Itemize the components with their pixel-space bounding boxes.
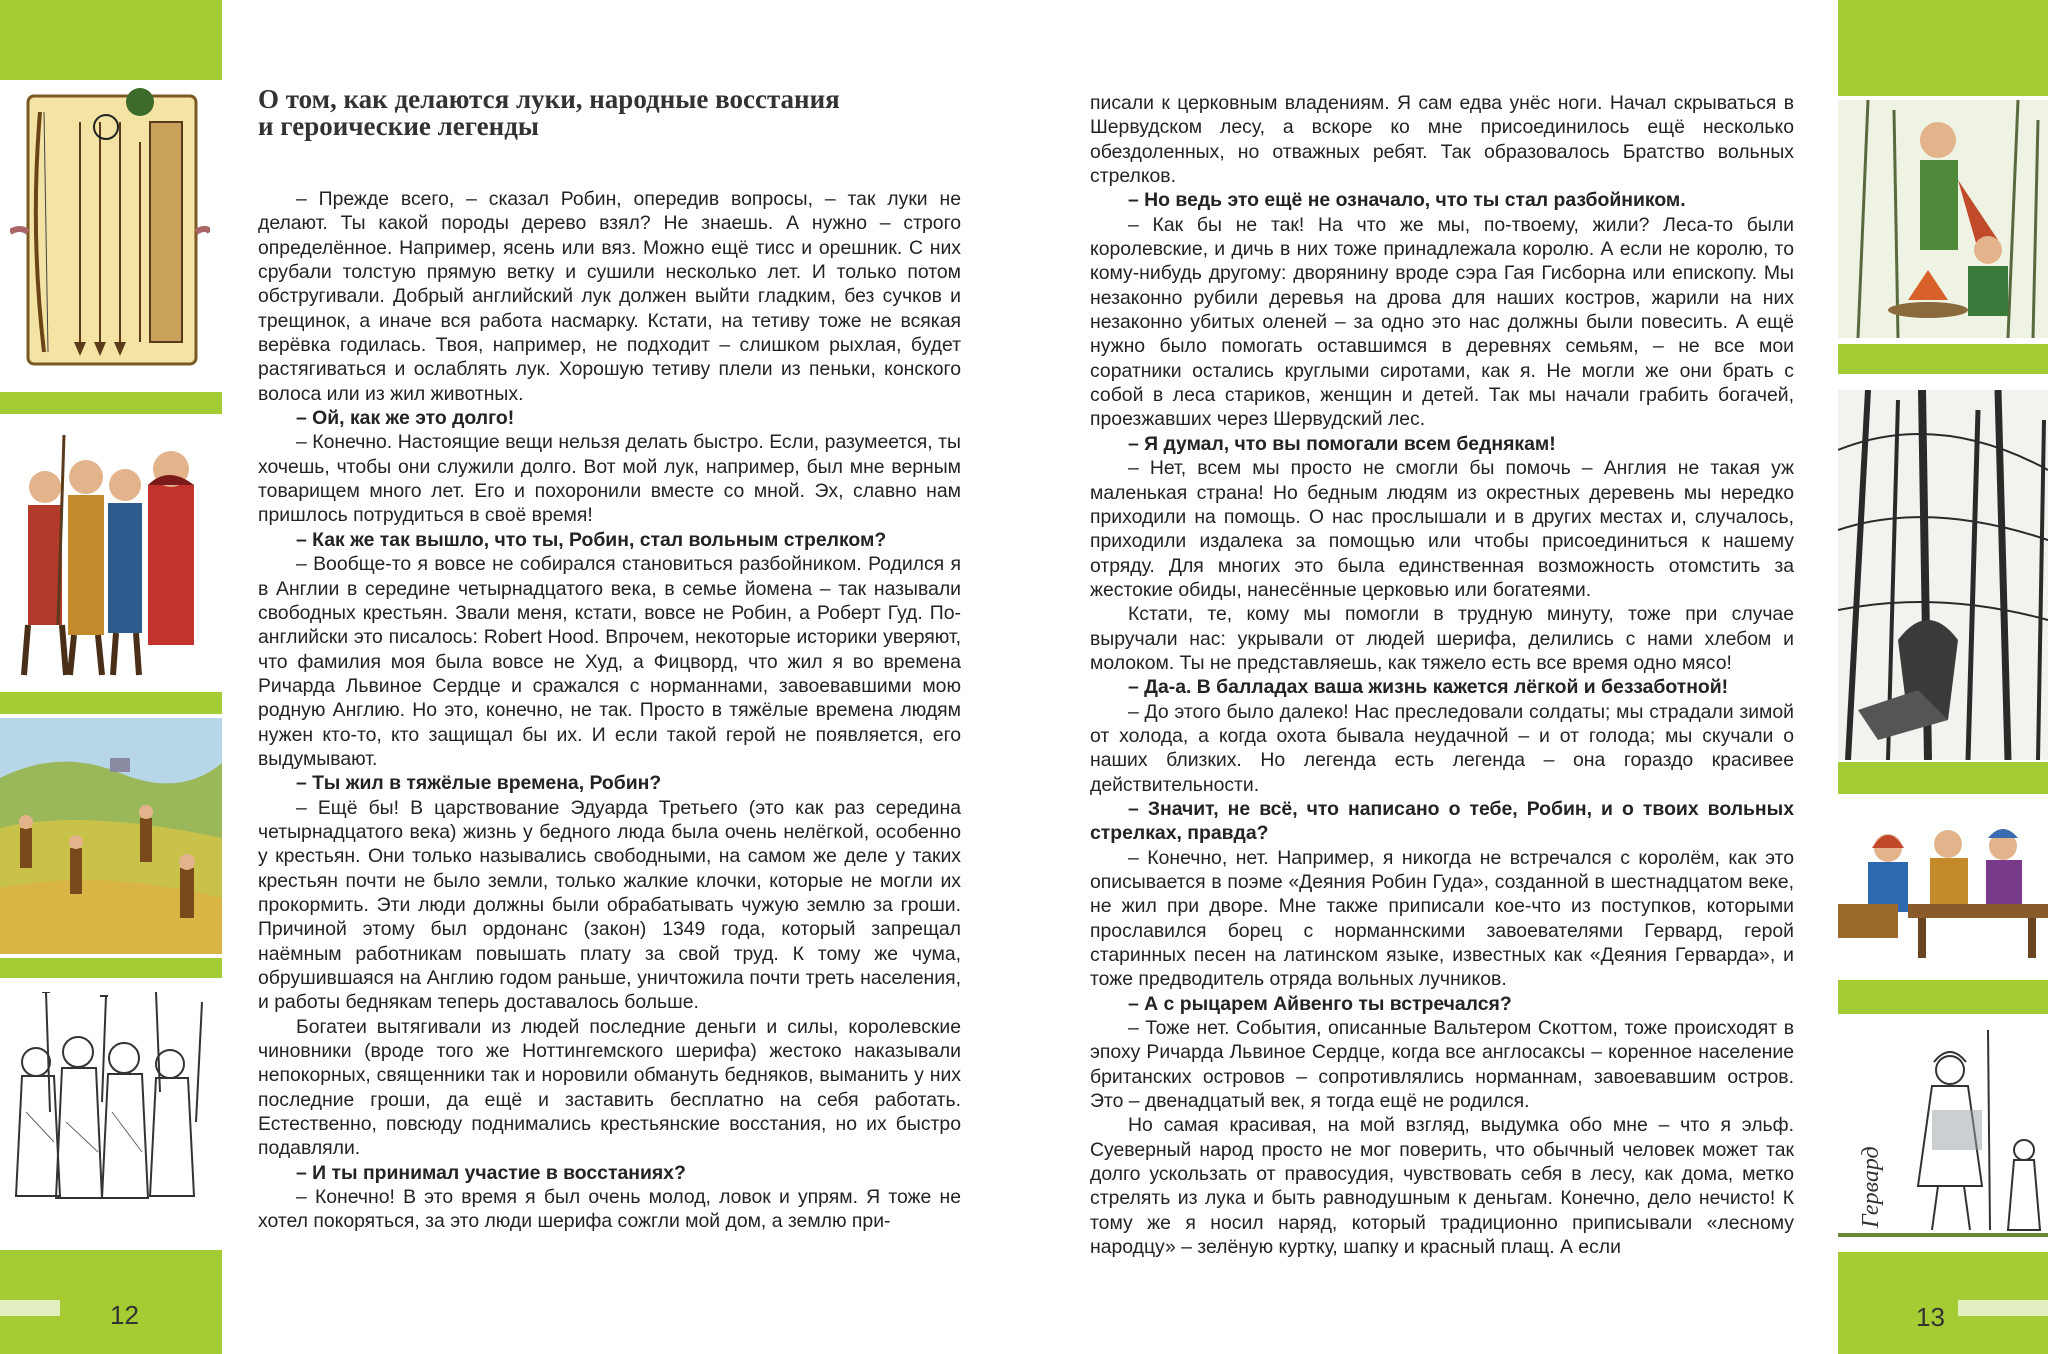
question: – Ой, как же это долго! xyxy=(296,407,515,430)
question: – Значит, не всё, что написано о тебе, Робин, и о твоих вольных стрелках, правда? xyxy=(1090,797,1794,845)
dark-forest-illustration xyxy=(1838,390,2048,760)
paragraph: Богатеи вытягивали из людей последние деньги и силы, королевские чиновники (вроде того же Ноттингемского шерифа) жестоко наказывали непокорных, священники так и норовили обмануть бедняков, выманить у них последние гроши, да ещё и заставить бесплатно на себя работать. Естественно, повсюду поднимались крестьянские восстания, но их быстро подавляли. xyxy=(258,1015,961,1160)
sketch-crowd-drawing-icon xyxy=(6,992,218,1238)
question: – Да-а. В балладах ваша жизнь кажется лёгкой и беззаботной! xyxy=(1128,676,1729,699)
green-band-4 xyxy=(0,958,222,978)
paragraph: – Как бы не так! На что же мы, по-твоему, жили? Леса-то были королевские, и дичь в них тоже принадлежала королю. А если не королю, то кому-нибудь другому: дворянину вроде сэра Гая Гисборна или епископу. Мы незаконно рубили деревья на дрова для наших костров, жарили на них незаконно убитых оленей – за одно это нас должны были повесить. А ещё нужно было помогать оставшимся в деревнях семьям, – не все мои соратники остались круглыми сиротами, как я. Не могли же они брать с собой в леса стариков, женщин и детей. Так мы начали грабить богачей, проезжавших через Шервудский лес. xyxy=(1090,213,1794,431)
paragraph: Но самая красивая, на мой взгляд, выдумка обо мне – что я эльф. Суеверный народ просто не мог поверить, что обычный человек может так долго ускользать от правосудия, чувствовать себя в лесу, как дома, метко стрелять из лука и быть равнодушным к деньгам. Конечно, дело нечисто! К тому же я носил наряд, который традиционно приписывали «лесному народцу» – зелёную куртку, шапку и красный плащ. А если xyxy=(1090,1114,1794,1259)
paragraph: – Нет, всем мы просто не смогли бы помочь – Англия не такая уж маленькая страна! Но бедным людям из окрестных деревень мы нередко приходили на помощь. О нас прослышали и в других местах и, случалось, приходили издалека за помощью или чтобы присоединиться к нашему отряду. Для многих это была единственная возможность отомстить за жестокие обиды, нанесённые церковью или богатеями. xyxy=(1090,457,1794,601)
page-number-left: 12 xyxy=(110,1300,139,1330)
green-band-3 xyxy=(0,692,222,714)
left-margin-strip xyxy=(0,0,222,1354)
paragraph: – Конечно, нет. Например, я никогда не встречался с королём, как это описывается в поэме «Деяния Робин Гуда», созданной в шестнадцатом веке, не жил при дворе. Мне также приписали кое-что из поступков, которыми прославился борец с норманнскими завоевателями Гервард, герой старинных песен на латинском языке, известных как «Деяния Герварда», и тоже предводитель отряда вольных лучников. xyxy=(1090,846,1794,991)
paragraph: – Конечно. Настоящие вещи нельзя делать быстро. Если, разумеется, ты хочешь, чтобы они служили долго. Вот мой лук, например, был мне верным товарищем много лет. Его и похоронили вместе со мной. Эх, славно нам пришлось потрудиться в своё время! xyxy=(258,431,961,527)
green-band-2 xyxy=(1838,344,2048,374)
field-scene-drawing-icon xyxy=(0,718,222,954)
green-band-top xyxy=(1838,0,2048,96)
peasants-field-illustration xyxy=(0,718,222,954)
question: – И ты принимал участие в восстаниях? xyxy=(296,1161,686,1184)
forest-camp-illustration xyxy=(1838,100,2048,338)
camp-scene-drawing-icon xyxy=(1838,100,2048,338)
feast-drawing-icon xyxy=(1838,808,2048,968)
page-number-right: 13 xyxy=(1916,1302,1945,1332)
green-band-3 xyxy=(1838,762,2048,794)
green-band-2 xyxy=(0,392,222,414)
green-band-4 xyxy=(1838,980,2048,1014)
paragraph: – Тоже нет. События, описанные Вальтером Скоттом, тоже происходят в эпоху Ричарда Львиное Сердце, когда все англосаксы – коренное население британских островов – сопротивлялись норманнам, завоевавшим остров. Это – двенадцатый век, я тогда ещё не родился. xyxy=(1090,1017,1794,1113)
page-title xyxy=(258,86,958,140)
forest-sketch-drawing-icon xyxy=(1838,390,2048,760)
medieval-people-illustration xyxy=(8,425,216,685)
question: – Как же так вышло, что ты, Робин, стал вольным стрелком? xyxy=(296,528,887,551)
bow-and-arrows-drawing-icon xyxy=(10,82,210,382)
bow-diagram-illustration xyxy=(10,82,210,382)
paragraph: – Ещё бы! В царствование Эдуарда Третьего (это как раз середина четырнадцатого века) жизнь у бедного люда была очень нелёгкой, особенно у крестьян. Они только назывались свободными, на самом же деле у таких крестьян почти не было земли, только жалкие клочки, которые не могли их прокормить. Эти люди должны были обрабатывать чужую землю за гроши. Причиной этому был ордонанс (закон) 1349 года, который запрещал наёмным работникам повышать плату за свой труд. К тому же чума, обрушившаяся на Англию годом раньше, уничтожила почти треть населения, и работы беднякам теперь доставалось больше. xyxy=(258,796,961,1014)
paragraph: – Конечно! В это время я был очень молод, ловок и упрям. Я тоже не хотел покоряться, за это люди шерифа сожгли мой дом, а землю при- xyxy=(258,1186,961,1233)
left-text-column xyxy=(258,187,961,1234)
pale-tab xyxy=(1958,1300,2048,1316)
hereward-caption-box xyxy=(1856,1110,1896,1230)
hereward-caption: Гервард xyxy=(1858,1146,1884,1228)
green-band-top xyxy=(0,0,222,80)
right-margin-strip xyxy=(1838,0,2048,1354)
question: – Но ведь это ещё не означало, что ты стал разбойником. xyxy=(1128,189,1686,212)
title-line-1: О том, как делаются луки, народные восстания xyxy=(258,84,840,114)
question: – Я думал, что вы помогали всем беднякам! xyxy=(1128,432,1556,455)
paragraph: – Вообще-то я вовсе не собирался становиться разбойником. Родился я в Англии в середине четырнадцатого века, в семье йомена – так называли свободных крестьян. Звали меня, кстати, вовсе не Робин, а Роберт Гуд. По-английски это писалось: Robert Hood. Впрочем, некоторые историки уверяют, что фамилия моя была вовсе не Худ, а Фицворд, что жил я во времена Ричарда Львиное Сердце и сражался с норманнами, завоевавшими мою родную Англию. Но это, конечно, не так. Просто в тяжёлые времена людям нужен кто-то, кто защищал бы их. И если такой герой не появляется, его выдумывают. xyxy=(258,553,961,770)
pale-tab xyxy=(0,1300,60,1316)
paragraph: – До этого было далеко! Нас преследовали солдаты; мы страдали зимой от холода, а когда охота бывала неудачной – и от голода; мы скучали о наших близких. Но легенда есть легенда – она гораздо красивее действительности. xyxy=(1090,700,1794,796)
question: – А с рыцарем Айвенго ты встречался? xyxy=(1128,992,1512,1015)
crowd-drawing-icon xyxy=(8,425,216,685)
paragraph: – Прежде всего, – сказал Робин, опередив вопросы, – так луки не делают. Ты какой породы дерево взял? Не знаешь. А нужно – строго определённое. Например, ясень или вяз. Можно ещё тисс и орешник. С них срубали толстую прямую ветку и сушили несколько лет. И только потом обстругивали. Добрый английский лук должен выйти гладким, без сучков и трещинок, а иначе вся работа насмарку. Кстати, на тетиву тоже не всякая верёвка годилась. Твоя, например, не подходит – слишком рыхлая, будет растягиваться и ослаблять лук. Хорошую тетиву плели из пеньки, конского волоса или из жил животных. xyxy=(258,188,961,405)
title-line-2: и героические легенды xyxy=(258,111,539,141)
question: – Ты жил в тяжёлые времена, Робин? xyxy=(296,772,662,795)
paragraph: Кстати, те, кому мы помогли в трудную минуту, тоже при случае выручали нас: укрывали от людей шерифа, делились с нами хлебом и молоком. Ты не представляешь, как тяжело есть все время одно мясо! xyxy=(1090,603,1794,674)
paragraph: писали к церковным владениям. Я сам едва унёс ноги. Начал скрываться в Шервудском лесу, а вскоре ко мне присоединилось ещё несколько обездоленных, но отважных ребят. Так образовалось Братство вольных стрелков. xyxy=(1090,92,1794,188)
feast-table-illustration xyxy=(1838,808,2048,968)
right-text-column xyxy=(1090,91,1794,1260)
armed-crowd-illustration xyxy=(6,992,218,1238)
